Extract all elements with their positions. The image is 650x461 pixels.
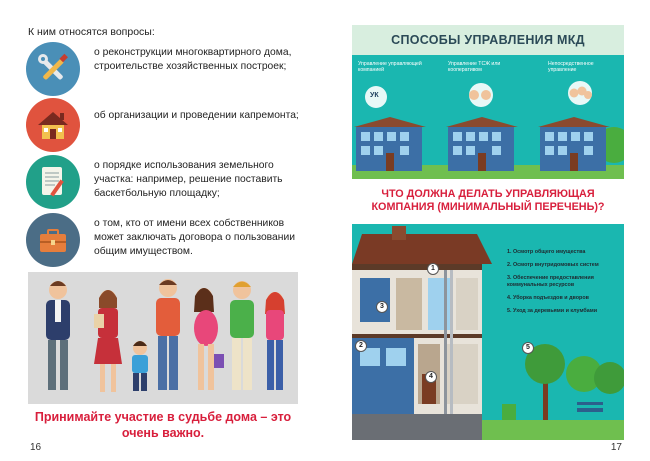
marker-3: 3 — [376, 301, 388, 313]
duty-item: 4. Уборка подъездов и дворов — [507, 295, 589, 301]
banner-title: СПОСОБЫ УПРАВЛЕНИЯ МКД — [352, 25, 624, 55]
question-item-reconstruction — [26, 42, 316, 96]
method-label-tszh: Управление ТСЖ или кооперативом — [448, 61, 501, 74]
duty-item: 2. Осмотр внутридомовых систем — [507, 262, 599, 268]
briefcase-icon — [26, 213, 80, 267]
duties-illustration — [352, 224, 624, 440]
right-page — [325, 0, 650, 461]
method-label-uk: Управление управляющей компанией — [358, 61, 422, 74]
tools-icon — [26, 42, 80, 96]
marker-2: 2 — [355, 340, 367, 352]
marker-1: 1 — [427, 263, 439, 275]
family-illustration — [28, 272, 298, 404]
document-pen-icon — [26, 155, 80, 209]
page-number-left: 16 — [30, 442, 42, 453]
duties-list — [507, 249, 624, 321]
marker-4: 4 — [425, 371, 437, 383]
uk-badge: УК — [370, 92, 379, 99]
question-item-capital-repair — [26, 98, 316, 152]
duties-heading: ЧТО ДОЛЖНА ДЕЛАТЬ УПРАВЛЯЮЩАЯ КОМПАНИЯ (МИНИМАЛЬНЫЙ ПЕРЕЧЕНЬ)? — [371, 188, 605, 213]
house-icon — [26, 98, 80, 152]
method-label-direct: Непосредственное управление — [548, 61, 594, 74]
question-text: о порядке использования земельного участка: например, решение поставить баскетбольную площадку; — [94, 160, 283, 199]
page-number-right: 17 — [610, 442, 622, 453]
management-methods-banner — [352, 25, 624, 179]
marker-5: 5 — [522, 342, 534, 354]
call-to-action: Принимайте участие в судьбе дома – это очень важно. — [34, 410, 292, 440]
duty-item: 5. Уход за деревьями и клумбами — [507, 308, 598, 314]
question-text: о реконструкции многоквартирного дома, строительстве хозяйственных построек; — [94, 47, 292, 72]
duty-item: 1. Осмотр общего имущества — [507, 249, 586, 255]
intro-text: К ним относятся вопросы: — [28, 26, 155, 38]
question-item-land-use — [26, 155, 316, 209]
question-text: об организации и проведении капремонта; — [94, 110, 299, 121]
question-text: о том, кто от имени всех собственников может заключать договора о пользовании общим имуществом. — [94, 218, 295, 257]
duty-item: 3. Обеспечение предоставления коммунальных ресурсов — [507, 275, 594, 288]
question-item-contracts — [26, 213, 316, 267]
